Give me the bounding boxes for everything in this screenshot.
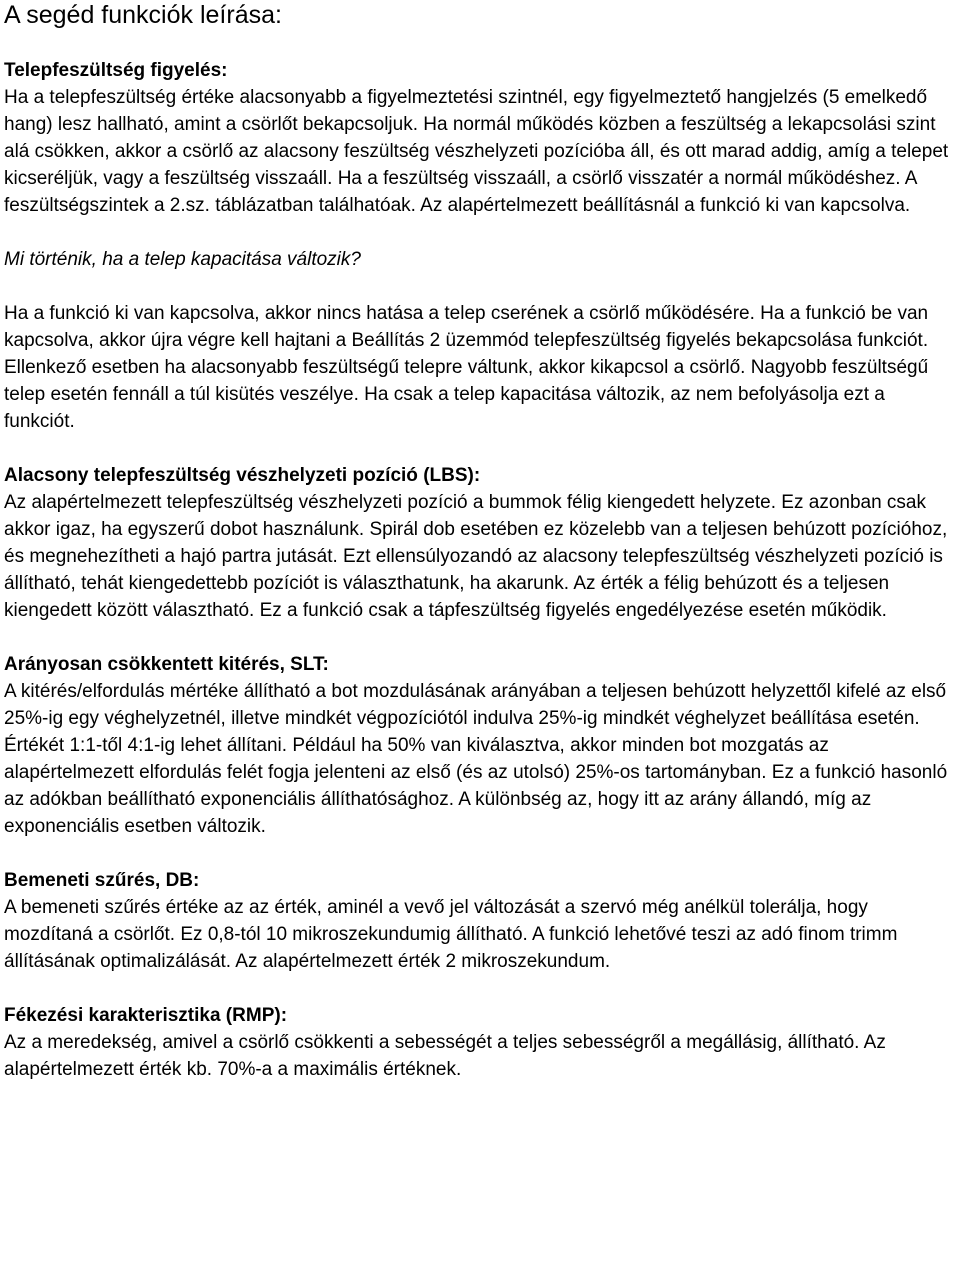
section-body: Az a meredekség, amivel a csörlő csökkenti a sebességét a teljes sebességről a megállásig, állítható. Az alapértelmezett érték kb. 70%-a a maximális értéknek. <box>4 1032 886 1080</box>
section-heading: Bemeneti szűrés, DB: <box>4 870 200 891</box>
page-title: A segéd funkciók leírása: <box>4 1 282 29</box>
section-text <box>4 651 958 840</box>
section-slt <box>4 651 958 840</box>
section-heading: Arányosan csökkentett kitérés, SLT: <box>4 654 329 675</box>
section-answer: Ha a funkció ki van kapcsolva, akkor nincs hatása a telep cserének a csörlő működésére. Ha a funkció be van kapcsolva, akkor újra végre kell hajtani a Beállítás 2 üzemmód telepfeszültség figyelés bekapcsolása funkciót. Ellenkező esetben ha alacsonyabb feszültségű telepre váltunk, akkor kikapcsol a csörlő. Nagyobb feszültségű telep esetén fennáll a túl kisütés veszélye. Ha csak a telep kapacitása változik, az nem befolyásolja ezt a funkciót. <box>4 303 929 432</box>
section-db <box>4 867 958 975</box>
section-voltage-monitoring <box>4 57 958 435</box>
section-lbs <box>4 462 958 624</box>
section-text <box>4 867 958 975</box>
section-question: Mi történik, ha a telep kapacitása változik? <box>4 249 361 270</box>
section-rmp <box>4 1002 958 1083</box>
section-body: A bemeneti szűrés értéke az az érték, aminél a vevő jel változását a szervó még anélkül tolerálja, hogy mozdítaná a csörlőt. Ez 0,8-tól 10 mikroszekundumig állítható. A funkció lehetővé teszi az adó finom trimm állításának optimalizálását. Az alapértelmezett érték 2 mikroszekundum. <box>4 897 898 972</box>
section-heading: Alacsony telepfeszültség vészhelyzeti pozíció (LBS): <box>4 465 481 486</box>
section-heading: Fékezési karakterisztika (RMP): <box>4 1005 288 1026</box>
section-text <box>4 1002 958 1083</box>
section-text <box>4 462 958 624</box>
section-heading: Telepfeszültség figyelés: <box>4 60 228 81</box>
section-body: A kitérés/elfordulás mértéke állítható a bot mozdulásának arányában a teljesen behúzott helyzettől kifelé az első 25%-ig egy véghelyzetnél, illetve mindkét végpozíciótól indulva 25%-ig mindkét véghelyzet beállítása esetén. Értékét 1:1-től 4:1-ig lehet állítani. Például ha 50% van kiválasztva, akkor minden bot mozgatás az alapértelmezett elfordulás felét fogja jelenteni az első (és az utolsó) 25%-os tartományban. Ez a funkció hasonló az adókban beállítható exponenciális állíthatósághoz. A különbség az, hogy itt az arány állandó, míg az exponenciális esetben változik. <box>4 681 948 837</box>
document-page <box>4 0 958 1083</box>
section-body: Ha a telepfeszültség értéke alacsonyabb a figyelmeztetési szintnél, egy figyelmeztető hangjelzés (5 emelkedő hang) lesz hallható, amint a csörlőt bekapcsoljuk. Ha normál működés közben a feszültség a lekapcsolási szint alá csökken, akkor a csörlő az alacsony feszültség vészhelyzeti pozícióba áll, és ott marad addig, amíg a telepet kicseréljük, vagy a feszültség visszaáll. Ha a feszültség visszaáll, a csörlő visszatér a normál működéshez. A feszültségszintek a 2.sz. táblázatban találhatóak. Az alapértelmezett beállításnál a funkció ki van kapcsolva. <box>4 87 949 216</box>
section-body: Az alapértelmezett telepfeszültség vészhelyzeti pozíció a bummok félig kiengedett helyzete. Ez azonban csak akkor igaz, ha egyszerű dobot használunk. Spirál dob esetében ez közelebb van a teljesen behúzott pozícióhoz, és megnehezítheti a hajó partra jutását. Ezt ellensúlyozandó az alacsony telepfeszültség vészhelyzeti pozíció is állítható, tehát kiengedettebb pozíciót is választhatunk, ha akarunk. Az érték a félig behúzott és a teljesen kiengedett között választható. Ez a funkció csak a tápfeszültség figyelés engedélyezése esetén működik. <box>4 492 948 621</box>
section-text <box>4 57 958 219</box>
